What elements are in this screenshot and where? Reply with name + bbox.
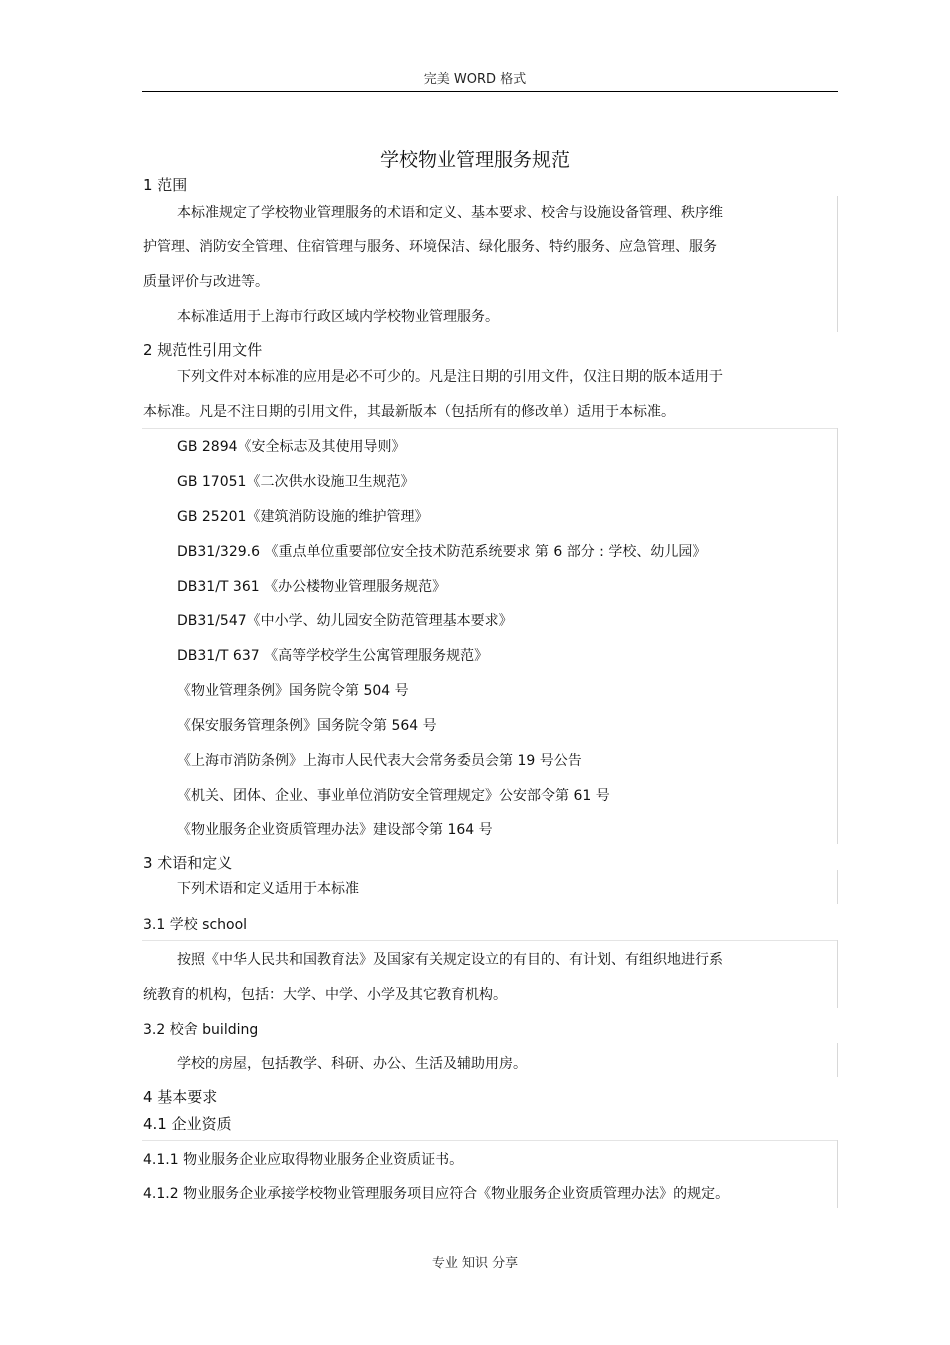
frame-line <box>837 940 838 1008</box>
frame-line <box>837 1140 838 1208</box>
page-footer: 专业 知识 分享 <box>431 1256 519 1271</box>
clause-4-1-1: 4.1.1 物业服务企业应取得物业服务企业资质证书。 <box>143 1152 464 1168</box>
reference-item: 《物业服务企业资质管理办法》建设部令第 164 号 <box>177 822 493 838</box>
clause-4-1-2: 4.1.2 物业服务企业承接学校物业管理服务项目应符合《物业服务企业资质管理办法》的规定。 <box>143 1186 730 1202</box>
section-3-1-para-line: 按照《中华人民共和国教育法》及国家有关规定设立的有目的、有计划、有组织地进行系 <box>177 952 723 968</box>
section-4-heading: 4 基本要求 <box>143 1088 218 1106</box>
section-3-heading: 3 术语和定义 <box>143 854 233 872</box>
section-1-para-line: 质量评价与改进等。 <box>143 274 269 290</box>
reference-item: DB31/T 637 《高等学校学生公寓管理服务规范》 <box>177 648 489 664</box>
reference-item: 《保安服务管理条例》国务院令第 564 号 <box>177 718 437 734</box>
section-2-para-line: 本标准。凡是不注日期的引用文件，其最新版本（包括所有的修改单）适用于本标准。 <box>143 404 675 420</box>
reference-item: 《物业管理条例》国务院令第 504 号 <box>177 683 409 699</box>
section-3-2-heading: 3.2 校舍 building <box>143 1022 259 1038</box>
section-4-1-heading: 4.1 企业资质 <box>143 1115 232 1133</box>
section-3-1-para-line: 统教育的机构，包括：大学、中学、小学及其它教育机构。 <box>143 987 507 1003</box>
header-rule <box>142 91 838 92</box>
section-1-para-line: 本标准规定了学校物业管理服务的术语和定义、基本要求、校舍与设施设备管理、秩序维 <box>177 205 723 221</box>
frame-line <box>142 428 838 429</box>
reference-item: GB 17051《二次供水设施卫生规范》 <box>177 474 415 490</box>
section-3-1-heading: 3.1 学校 school <box>143 917 248 933</box>
section-1-scope-para: 本标准适用于上海市行政区域内学校物业管理服务。 <box>177 309 499 325</box>
reference-item: DB31/547《中小学、幼儿园安全防范管理基本要求》 <box>177 613 513 629</box>
reference-item: GB 25201《建筑消防设施的维护管理》 <box>177 509 429 525</box>
frame-line <box>837 870 838 904</box>
page-header: 完美 WORD 格式 <box>423 72 527 87</box>
reference-item: DB31/329.6 《重点单位重要部位安全技术防范系统要求 第 6 部分 : 学校、幼儿园》 <box>177 544 707 560</box>
section-1-para-line: 护管理、消防安全管理、住宿管理与服务、环境保洁、绿化服务、特约服务、应急管理、服务 <box>143 239 717 255</box>
document-title: 学校物业管理服务规范 <box>379 149 570 171</box>
section-2-para-line: 下列文件对本标准的应用是必不可少的。凡是注日期的引用文件，仅注日期的版本适用于 <box>177 369 723 385</box>
reference-item: GB 2894《安全标志及其使用导则》 <box>177 439 406 455</box>
frame-line <box>837 428 838 844</box>
section-3-2-para: 学校的房屋，包括教学、科研、办公、生活及辅助用房。 <box>177 1056 527 1072</box>
frame-line <box>837 196 838 332</box>
frame-line <box>837 1043 838 1077</box>
section-2-heading: 2 规范性引用文件 <box>143 341 263 359</box>
reference-item: 《机关、团体、企业、事业单位消防安全管理规定》公安部令第 61 号 <box>177 788 610 804</box>
section-3-para: 下列术语和定义适用于本标准 <box>177 881 359 897</box>
section-1-heading: 1 范围 <box>143 176 188 194</box>
reference-item: DB31/T 361 《办公楼物业管理服务规范》 <box>177 579 447 595</box>
reference-item: 《上海市消防条例》上海市人民代表大会常务委员会第 19 号公告 <box>177 753 582 769</box>
frame-line <box>142 940 838 941</box>
frame-line <box>142 1140 838 1141</box>
